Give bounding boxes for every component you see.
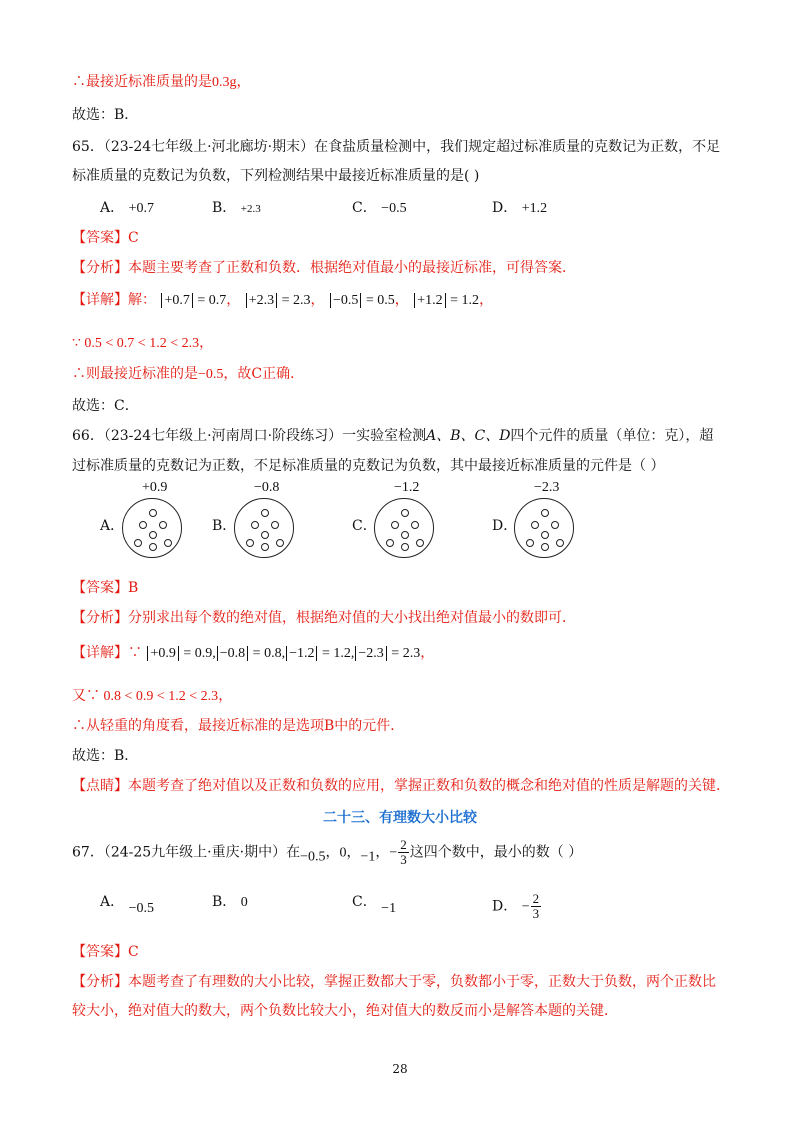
component-hole (261, 543, 269, 551)
q66-select: 故选：B． (72, 748, 139, 764)
page-number: 28 (392, 1062, 408, 1076)
component-hole (541, 543, 549, 551)
component-hole (556, 539, 564, 547)
q65-option-b: B． +2.3 (212, 200, 261, 216)
q67-option-a: A． −0.5 (100, 894, 154, 916)
component-hole (551, 521, 559, 529)
q67-analysis-1: 【分析】本题考查了有理数的大小比较，掌握正数都大于零，负数都小于零，正数大于负数，两个正数比 (72, 974, 716, 990)
component-disc (374, 498, 434, 558)
question-65-line-2: 标准质量的克数记为负数，下列检测结果中最接近标准质量的是( ) (72, 168, 480, 184)
component-mass-label: −1.2 (394, 480, 420, 495)
component-hole (401, 543, 409, 551)
choice-line: 故选：B． (72, 107, 139, 123)
question-65-line-1: 65．（23-24七年级上·河北廊坊·期末）在食盐质量检测中，我们规定超过标准质量的克数记为正数，不足 (72, 139, 721, 155)
component-hole (416, 539, 424, 547)
component-hole (391, 521, 399, 529)
component-hole (541, 531, 549, 539)
component-hole (149, 509, 157, 517)
q66-tip: 【点睛】本题考查了绝对值以及正数和负数的应用，掌握正数和负数的概念和绝对值的性质是解题的关键． (72, 778, 730, 794)
component-hole (164, 539, 172, 547)
q65-option-c: C． −0.5 (352, 200, 407, 216)
q66-detail: 【详解】∵ +0.9 = 0.9, −0.8 = 0.8, −1.2 = 1.2, −2.3 = 2.3， (72, 645, 435, 661)
component-hole (149, 531, 157, 539)
q67-answer: 【答案】C (72, 944, 139, 960)
component-hole (526, 539, 534, 547)
q66-answer: 【答案】B (72, 580, 139, 596)
component-hole (531, 521, 539, 529)
component-hole (261, 509, 269, 517)
component-disc (234, 498, 294, 558)
question-66-line-1: 66．（23-24七年级上·河南周口·阶段练习）一实验室检测A、B、C、D四个元件的质量（单位：克），超 (72, 428, 714, 444)
q65-then: ∴则最接近标准的是−0.5，故C正确． (72, 366, 305, 382)
q67-option-d: D． − $\frac{2}{3}$ (492, 891, 540, 921)
q66-also: 又∵ 0.8 < 0.9 < 1.2 < 2.3， (72, 688, 233, 704)
component-disc (122, 498, 182, 558)
component-mass-label: −0.8 (254, 480, 280, 495)
component-disc (514, 498, 574, 558)
q65-select: 故选：C． (72, 398, 139, 414)
q67-option-c: C． −1 (352, 894, 397, 916)
component-hole (401, 509, 409, 517)
component-hole (541, 509, 549, 517)
component-mass-label: −2.3 (534, 480, 560, 495)
component-letter: C． (352, 518, 377, 534)
component-hole (261, 531, 269, 539)
q65-answer: 【答案】C (72, 230, 139, 246)
component-hole (149, 543, 157, 551)
q66-analysis: 【分析】分别求出每个数的绝对值，根据绝对值的大小找出绝对值最小的数即可． (72, 610, 576, 626)
component-hole (271, 521, 279, 529)
component-hole (386, 539, 394, 547)
q66-then: ∴从轻重的角度看，最接近标准的是选项B中的元件． (72, 718, 405, 734)
component-hole (134, 539, 142, 547)
component-letter: A． (100, 518, 125, 534)
component-letter: D． (492, 518, 518, 534)
component-hole (139, 521, 147, 529)
component-hole (159, 521, 167, 529)
q67-option-b: B． 0 (212, 894, 248, 910)
component-hole (246, 539, 254, 547)
q67-analysis-2: 较大小，绝对值大的数大，两个负数比较大小，绝对值大的数反而小是解答本题的关键． (72, 1003, 618, 1019)
component-hole (276, 539, 284, 547)
q65-since: ∵ 0.5 < 0.7 < 1.2 < 2.3， (72, 335, 214, 351)
component-mass-label: +0.9 (142, 480, 168, 495)
q65-analysis: 【分析】本题主要考查了正数和负数．根据绝对值最小的最接近标准，可得答案． (72, 260, 576, 276)
section-heading: 二十三、有理数大小比较 (323, 810, 477, 826)
conclusion-line: ∴最接近标准质量的是0.3g， (72, 74, 251, 90)
component-letter: B． (212, 518, 237, 534)
question-67-line: 67．（24-25九年级上·重庆·期中）在−0.5，0，−1，− $\frac{2}{3}$ 这四个数中，最小的数（ ） (72, 837, 583, 867)
component-hole (411, 521, 419, 529)
q65-option-d: D． +1.2 (492, 200, 548, 216)
question-66-line-2: 过标准质量的克数记为正数，不足标准质量的克数记为负数，其中最接近标准质量的元件是（ ） (72, 458, 665, 474)
component-hole (401, 531, 409, 539)
q65-detail: 【详解】解： +0.7 = 0.7， +2.3 = 2.3， −0.5 = 0.5， +1.2 = 1.2， (72, 292, 494, 308)
q65-option-a: A． +0.7 (100, 200, 154, 216)
component-hole (251, 521, 259, 529)
